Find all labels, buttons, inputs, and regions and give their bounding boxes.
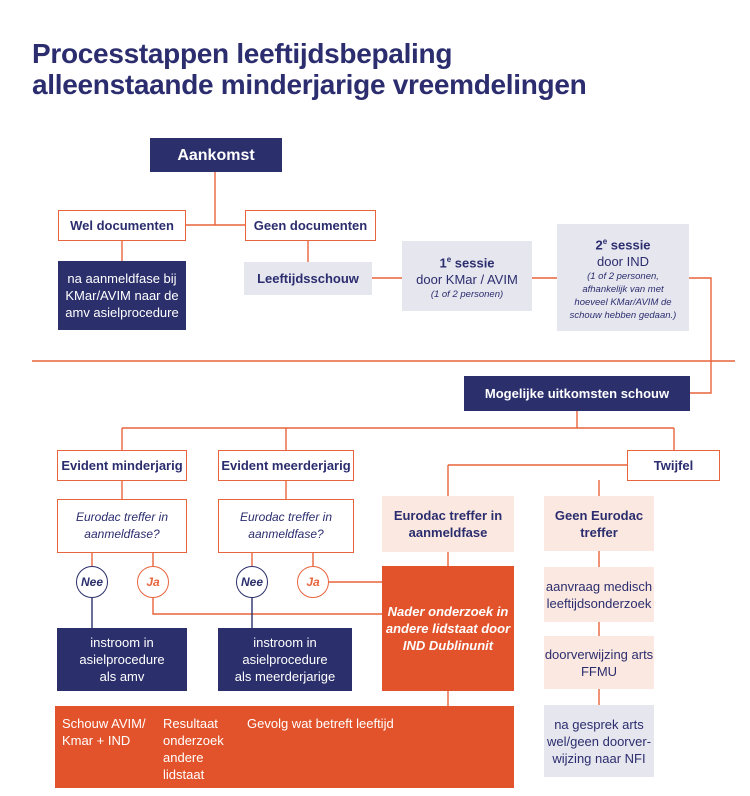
node-evident-meerderjarig: Evident meerderjarig: [218, 450, 354, 481]
geen-eurodac-line-2: treffer: [580, 524, 618, 540]
node-instroom-amv: [57, 628, 187, 691]
node-na-gesprek: [544, 705, 654, 777]
instroom-meerderjarige-line-1: instroom in: [253, 635, 317, 650]
node-twijfel: Twijfel: [627, 450, 720, 481]
nader-onderzoek-line-3: IND Dublinunit: [402, 638, 494, 653]
node-leeftijdsschouw: Leeftijdsschouw: [244, 262, 372, 295]
sessie-2-note-2: afhankelijk van met: [582, 284, 664, 296]
eurodac-q1-line-1: Eurodac treffer in: [75, 510, 169, 524]
sessie-2-line-2: door IND: [596, 254, 650, 270]
circle-ja-2: Ja: [297, 566, 329, 598]
sessie-2-title-rest: sessie: [607, 237, 651, 253]
aanmeldfase-line-3: amv asielprocedure: [65, 305, 179, 320]
nader-onderzoek-line-2: andere lidstaat door: [385, 621, 511, 636]
bar-col-1-line-1: Schouw AVIM/: [62, 716, 146, 731]
node-wel-documenten: Wel documenten: [58, 210, 186, 241]
node-eurodac-question-2: [218, 499, 354, 553]
node-mogelijke-uitkomsten: Mogelijke uitkomsten schouw: [464, 376, 690, 411]
bar-col-3: Gevolg wat betreft leeftijd: [247, 716, 394, 731]
circle-ja-1: Ja: [137, 566, 169, 598]
sessie-2-number: 2: [595, 237, 603, 253]
na-gesprek-line-2: wel/geen doorver-: [546, 733, 652, 749]
sessie-1-sup: e: [446, 254, 452, 264]
na-gesprek-line-3: wijzing naar NFI: [552, 750, 646, 766]
aanvraag-medisch-line-2: leeftijdsonderzoek: [546, 595, 652, 611]
title-line-2: alleenstaande minderjarige vreemdelingen: [32, 69, 587, 100]
node-aanvraag-medisch: [544, 567, 654, 622]
doorverwijzing-line-2: FFMU: [580, 663, 618, 679]
bar-col-2-line-3: andere: [163, 750, 204, 765]
node-sessie-1: [402, 241, 532, 311]
bar-col-2-line-1: Resultaat: [163, 716, 218, 731]
sessie-1-line-2: door KMar / AVIM: [416, 272, 518, 288]
instroom-meerderjarige-line-2: asielprocedure: [242, 652, 328, 667]
node-aanmeldfase: [58, 261, 186, 330]
node-sessie-2: [557, 224, 689, 331]
eurodac-treffer-line-2: aanmeldfase: [408, 525, 488, 540]
circle-nee-1: Nee: [76, 566, 108, 598]
bar-col-2-line-2: onderzoek: [163, 733, 224, 748]
sessie-2-title: [595, 233, 650, 253]
instroom-amv-line-2: asielprocedure: [79, 652, 165, 667]
sessie-2-note-1: (1 of 2 personen,: [587, 271, 659, 283]
bar-col-1: [62, 715, 146, 749]
bar-col-2-line-4: lidstaat: [163, 767, 205, 782]
eurodac-q1-line-2: aanmeldfase?: [84, 527, 160, 541]
node-geen-eurodac: [544, 496, 654, 551]
title-line-1: Processtappen leeftijdsbepaling: [32, 38, 453, 69]
sessie-1-title: [439, 251, 494, 271]
bar-col-2: [163, 715, 224, 783]
node-evident-minderjarig: Evident minderjarig: [57, 450, 187, 481]
node-instroom-meerderjarige: [218, 628, 352, 691]
bar-col-1-line-2: Kmar + IND: [62, 733, 131, 748]
eurodac-q2-line-1: Eurodac treffer in: [239, 510, 333, 524]
nader-onderzoek-line-1: Nader onderzoek in: [387, 604, 509, 619]
sessie-2-note-4: schouw hebben gedaan.): [569, 310, 677, 322]
sessie-1-note: (1 of 2 personen): [430, 289, 504, 301]
node-eurodac-question-1: [57, 499, 187, 553]
node-doorverwijzing: [544, 636, 654, 689]
aanvraag-medisch-line-1: aanvraag medisch: [545, 578, 653, 594]
instroom-meerderjarige-line-3: als meerderjarige: [234, 669, 336, 684]
instroom-amv-line-1: instroom in: [90, 635, 154, 650]
eurodac-treffer-line-1: Eurodac treffer in: [393, 508, 503, 523]
geen-eurodac-line-1: Geen Eurodac: [554, 507, 644, 523]
node-eurodac-treffer: [382, 496, 514, 552]
circle-nee-2: Nee: [236, 566, 268, 598]
eurodac-q2-line-2: aanmeldfase?: [248, 527, 324, 541]
node-aankomst: Aankomst: [150, 138, 282, 172]
aanmeldfase-line-2: KMar/AVIM naar de: [65, 288, 179, 303]
sessie-2-note-3: hoeveel KMar/AVIM de: [574, 297, 672, 309]
sessie-1-number: 1: [439, 255, 447, 271]
na-gesprek-line-1: na gesprek arts: [554, 716, 644, 732]
sessie-2-sup: e: [602, 236, 608, 246]
aanmeldfase-line-1: na aanmeldfase bij: [67, 271, 177, 286]
sessie-1-title-rest: sessie: [451, 255, 495, 271]
node-nader-onderzoek: [382, 566, 514, 691]
doorverwijzing-line-1: doorverwijzing arts: [544, 646, 654, 662]
instroom-amv-line-3: als amv: [99, 669, 145, 684]
node-geen-documenten: Geen documenten: [245, 210, 376, 241]
